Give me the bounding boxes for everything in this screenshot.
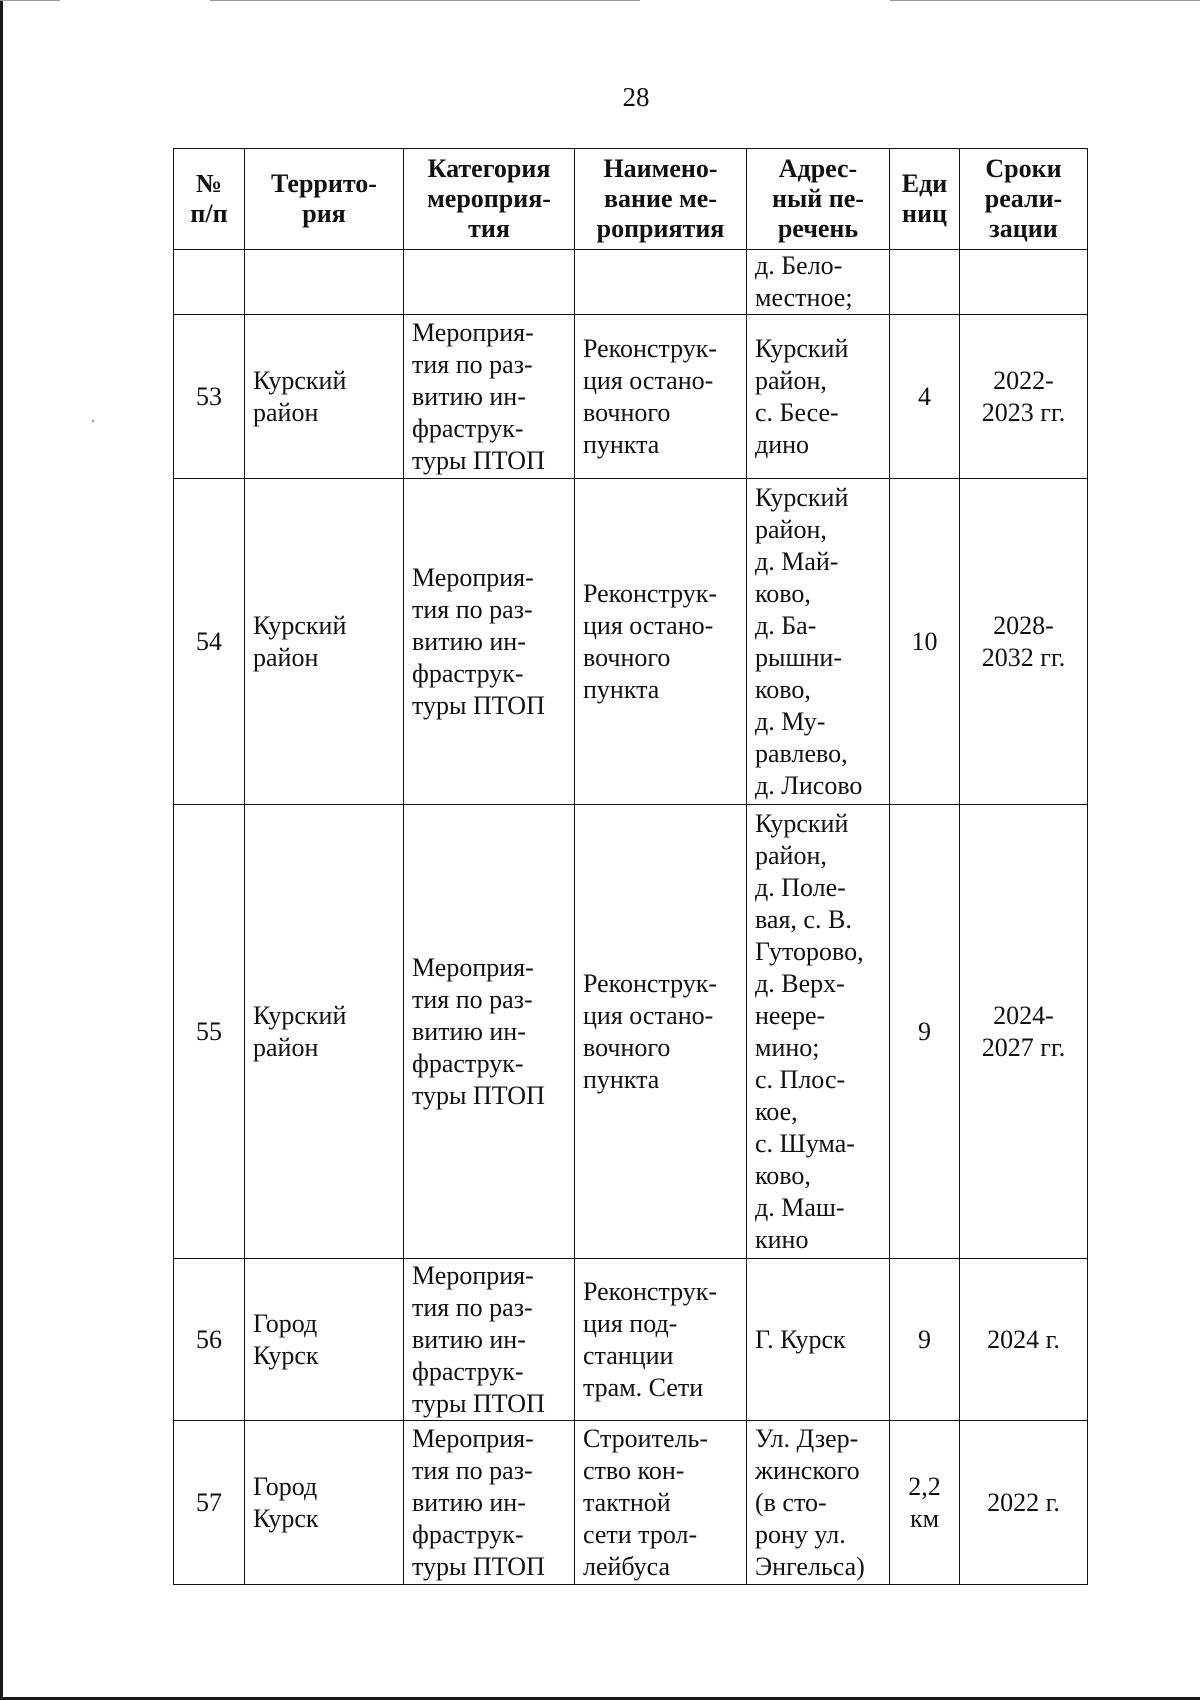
cell-period: [960, 250, 1088, 315]
cell-number: 55: [174, 805, 245, 1259]
table-row: [174, 315, 1088, 479]
cell-address: Курский район, д. Поле- вая, с. В. Гуторово, д. Верх- неере- мино; с. Плос- кое, с. Шума- ково, д. Маш- кино: [747, 805, 890, 1259]
cell-name: Реконструк- ция остано- вочного пункта: [575, 479, 747, 805]
scan-speck: [92, 420, 94, 422]
header-category: Категория мероприя- тия: [404, 149, 575, 250]
cell-units: [890, 250, 960, 315]
cell-period: 2022- 2023 гг.: [960, 315, 1088, 479]
cell-territory: Курский район: [245, 315, 404, 479]
measures-table: [173, 148, 1088, 1585]
header-units: Еди ниц: [890, 149, 960, 250]
cell-period: 2028- 2032 гг.: [960, 479, 1088, 805]
cell-category: Мероприя- тия по раз- витию ин- фраструк- туры ПТОП: [404, 1421, 575, 1585]
table-row: [174, 1259, 1088, 1421]
cell-address: Г. Курск: [747, 1259, 890, 1421]
cell-period: 2022 г.: [960, 1421, 1088, 1585]
table-header-row: [174, 149, 1088, 250]
scan-noise-mark: [0, 0, 60, 1]
cell-name: [575, 250, 747, 315]
header-name: Наимено- вание ме- роприятия: [575, 149, 747, 250]
table-row: [174, 1421, 1088, 1585]
header-number: № п/п: [174, 149, 245, 250]
cell-address: Курский район, с. Бесе- дино: [747, 315, 890, 479]
cell-territory: Город Курск: [245, 1259, 404, 1421]
cell-address: Курский район, д. Май- ково, д. Ба- рышни- ково, д. Му- равлево, д. Лисово: [747, 479, 890, 805]
scan-noise-mark: [210, 0, 640, 1]
cell-category: Мероприя- тия по раз- витию ин- фраструк- туры ПТОП: [404, 479, 575, 805]
cell-period: 2024- 2027 гг.: [960, 805, 1088, 1259]
cell-number: 53: [174, 315, 245, 479]
header-address: Адрес- ный пе- речень: [747, 149, 890, 250]
scan-border-left: [0, 0, 3, 1700]
cell-number: 56: [174, 1259, 245, 1421]
cell-name: Строитель- ство кон- тактной сети трол- лейбуса: [575, 1421, 747, 1585]
cell-units: 2,2 км: [890, 1421, 960, 1585]
cell-name: Реконструк- ция под- станции трам. Сети: [575, 1259, 747, 1421]
cell-period: 2024 г.: [960, 1259, 1088, 1421]
cell-territory: Курский район: [245, 805, 404, 1259]
cell-name: Реконструк- ция остано- вочного пункта: [575, 315, 747, 479]
cell-name: Реконструк- ция остано- вочного пункта: [575, 805, 747, 1259]
cell-units: 4: [890, 315, 960, 479]
cell-category: Мероприя- тия по раз- витию ин- фраструк- туры ПТОП: [404, 315, 575, 479]
table-row: [174, 250, 1088, 315]
cell-units: 10: [890, 479, 960, 805]
table-row: [174, 479, 1088, 805]
cell-territory: Курский район: [245, 479, 404, 805]
cell-number: [174, 250, 245, 315]
header-period: Сроки реали- зации: [960, 149, 1088, 250]
page-number: 28: [622, 82, 650, 112]
cell-number: 57: [174, 1421, 245, 1585]
cell-units: 9: [890, 1259, 960, 1421]
header-territory: Террито- рия: [245, 149, 404, 250]
cell-address: Ул. Дзер- жинского (в сто- рону ул. Энгельса): [747, 1421, 890, 1585]
scan-noise-mark: [890, 0, 1200, 1]
cell-category: Мероприя- тия по раз- витию ин- фраструк- туры ПТОП: [404, 1259, 575, 1421]
cell-category: Мероприя- тия по раз- витию ин- фраструк- туры ПТОП: [404, 805, 575, 1259]
cell-category: [404, 250, 575, 315]
cell-units: 9: [890, 805, 960, 1259]
cell-number: 54: [174, 479, 245, 805]
cell-territory: Город Курск: [245, 1421, 404, 1585]
cell-address: д. Бело- местное;: [747, 250, 890, 315]
cell-territory: [245, 250, 404, 315]
table-row: [174, 805, 1088, 1259]
